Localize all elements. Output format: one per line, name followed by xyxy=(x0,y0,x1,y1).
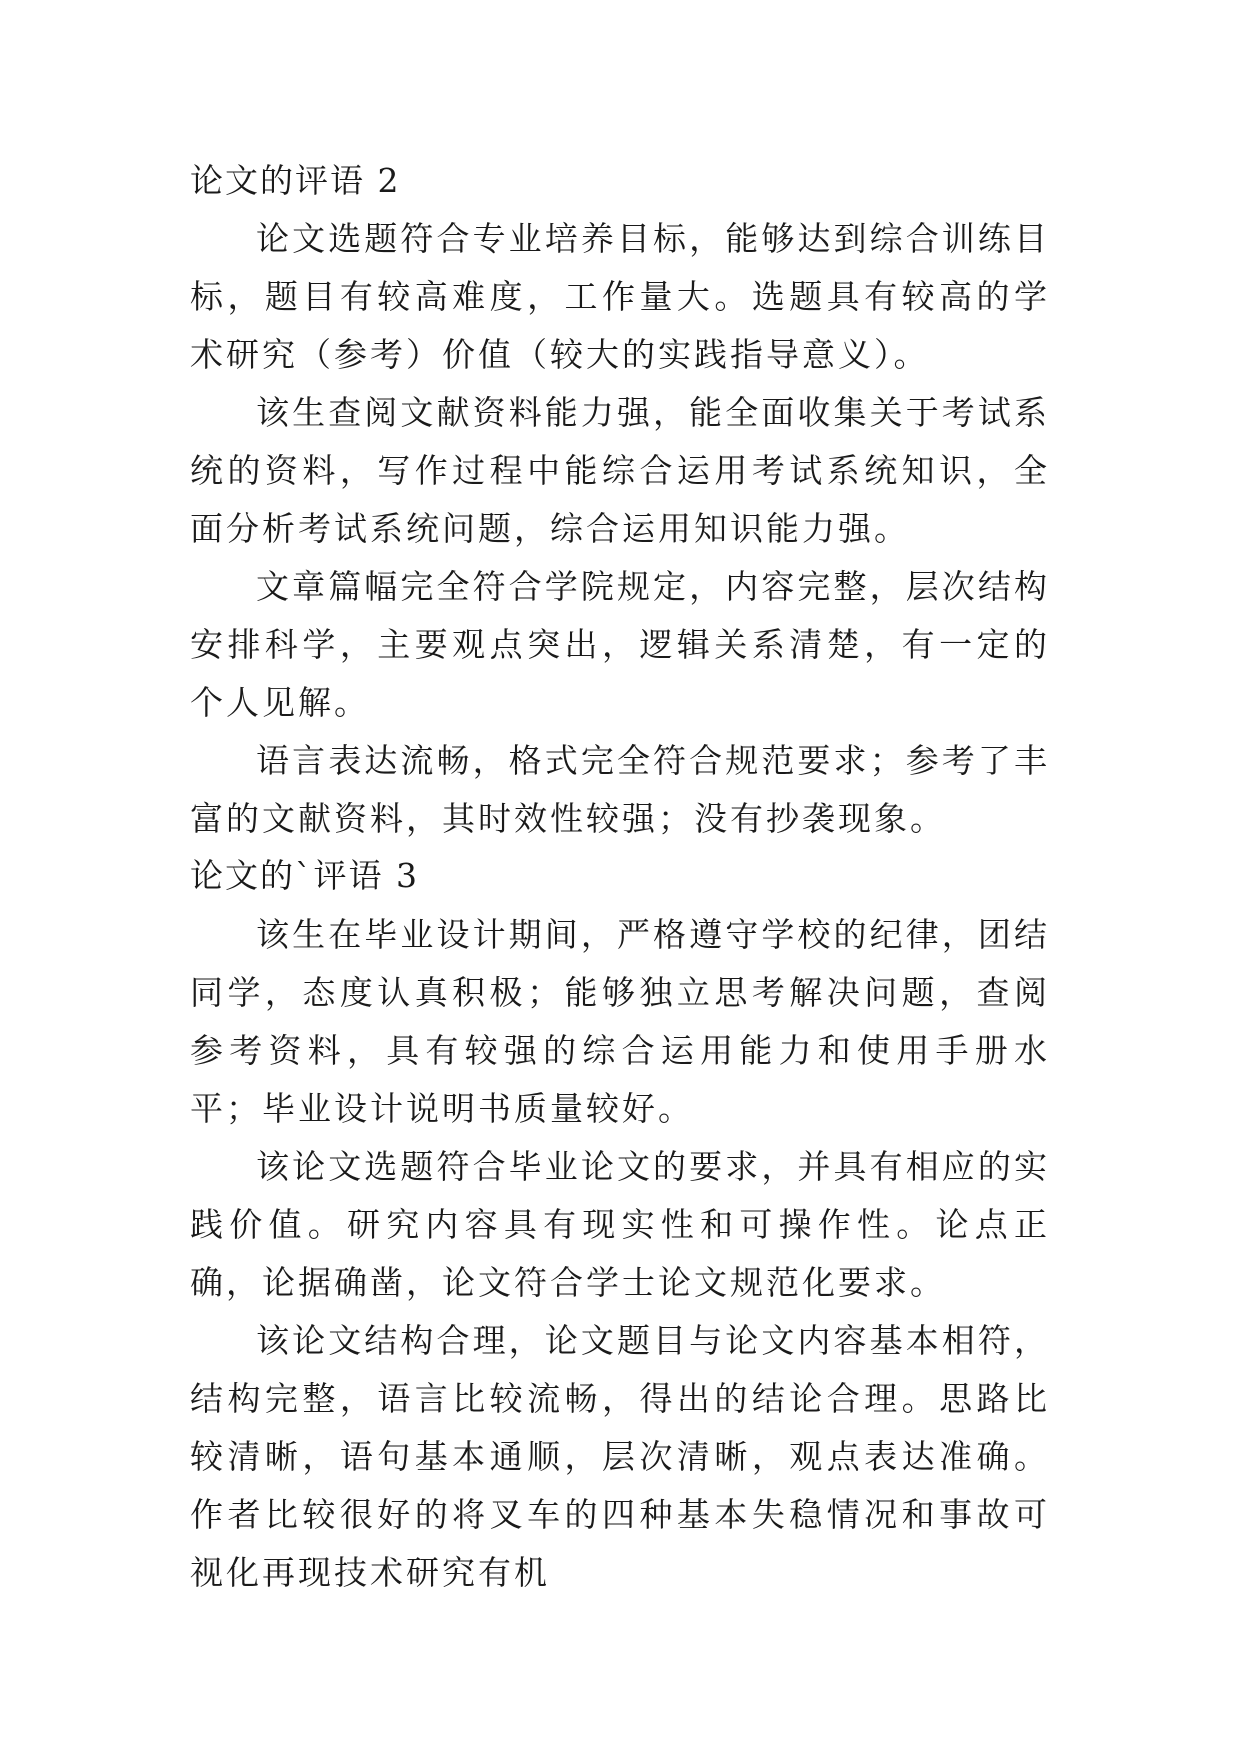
section-heading-3: 论文的`评语 3 xyxy=(190,856,419,895)
paragraph: 语言表达流畅，格式完全符合规范要求；参考了丰富的文献资料，其时效性较强；没有抄袭现象。 xyxy=(190,741,1050,838)
section-heading-2: 论文的评语 2 xyxy=(190,161,401,200)
paragraph: 该生查阅文献资料能力强，能全面收集关于考试系统的资料，写作过程中能综合运用考试系统知识，全面分析考试系统问题，综合运用知识能力强。 xyxy=(190,393,1050,548)
paragraph: 论文选题符合专业培养目标，能够达到综合训练目标，题目有较高难度，工作量大。选题具有较高的学术研究（参考）价值（较大的实践指导意义）。 xyxy=(190,219,1050,374)
paragraph: 文章篇幅完全符合学院规定，内容完整，层次结构安排科学，主要观点突出，逻辑关系清楚，有一定的个人见解。 xyxy=(190,567,1050,722)
section-body-2 xyxy=(190,210,1050,848)
paragraph: 该生在毕业设计期间，严格遵守学校的纪律，团结同学，态度认真积极；能够独立思考解决问题，查阅参考资料，具有较强的综合运用能力和使用手册水平；毕业设计说明书质量较好。 xyxy=(190,915,1050,1128)
section-body-3 xyxy=(190,906,1050,1602)
paragraph: 该论文选题符合毕业论文的要求，并具有相应的实践价值。研究内容具有现实性和可操作性。论点正确，论据确凿，论文符合学士论文规范化要求。 xyxy=(190,1147,1050,1302)
paragraph: 该论文结构合理，论文题目与论文内容基本相符，结构完整，语言比较流畅，得出的结论合理。思路比较清晰，语句基本通顺，层次清晰，观点表达准确。作者比较很好的将叉车的四种基本失稳情况和事故可视化再现技术研究有机 xyxy=(190,1321,1050,1592)
